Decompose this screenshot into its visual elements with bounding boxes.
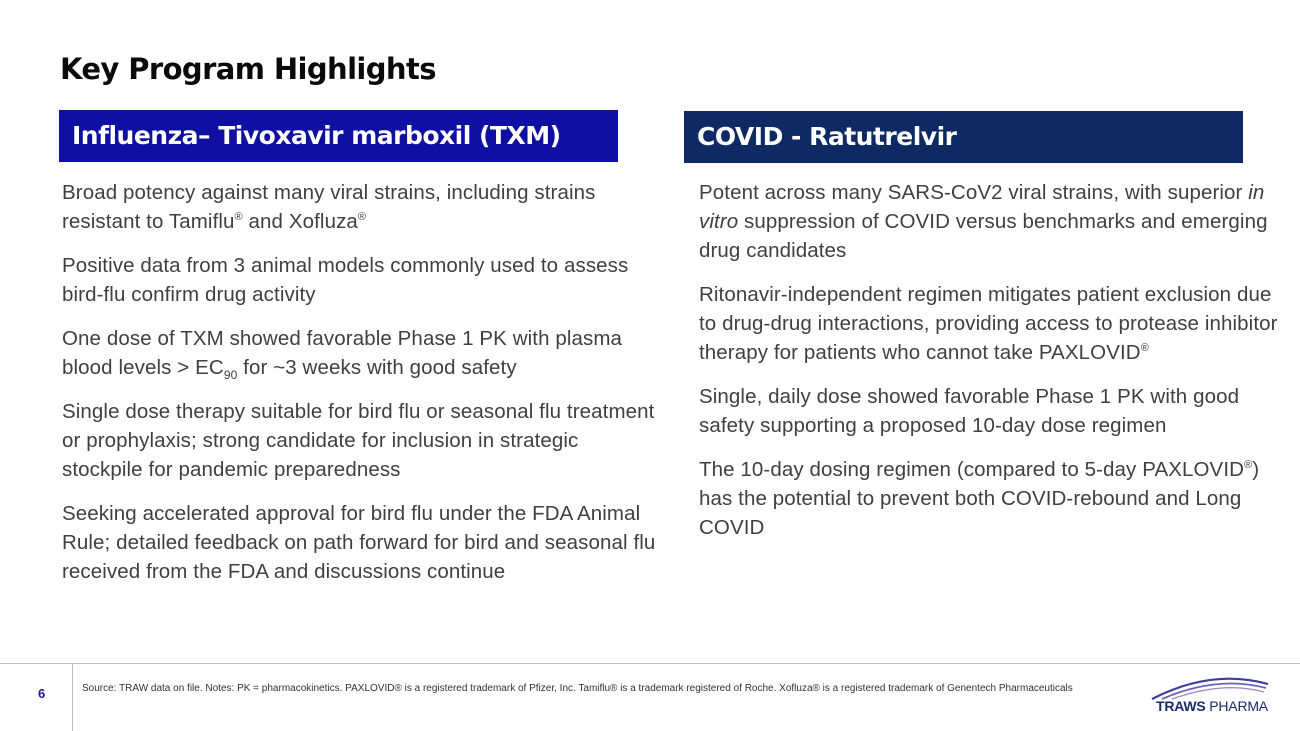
list-item: Potent across many SARS-CoV2 viral strains, with superior in vitro suppression of COVID versus benchmarks and emerging drug candidates <box>699 181 1268 262</box>
list-item: Seeking accelerated approval for bird flu under the FDA Animal Rule; detailed feedback on path forward for bird and seasonal flu received from the FDA and discussions continue <box>62 502 656 583</box>
list-item: Single dose therapy suitable for bird flu or seasonal flu treatment or prophylaxis; strong candidate for inclusion in strategic stockpile for pandemic preparedness <box>62 400 655 481</box>
footer-divider <box>72 663 73 731</box>
influenza-bullet-list <box>62 178 662 601</box>
covid-bullet-list <box>699 178 1279 557</box>
page-number: 6 <box>38 686 46 701</box>
logo-wordmark: TRAWS PHARMA <box>1156 698 1268 714</box>
list-item: Broad potency against many viral strains, including strains resistant to Tamiflu® and Xofluza® <box>62 181 596 233</box>
influenza-column-header: Influenza– Tivoxavir marboxil (TXM) <box>59 110 618 162</box>
list-item: Positive data from 3 animal models commonly used to assess bird-flu confirm drug activity <box>62 254 629 306</box>
covid-column-header: COVID - Ratutrelvir <box>684 111 1243 163</box>
list-item: Ritonavir-independent regimen mitigates patient exclusion due to drug-drug interactions, providing access to protease inhibitor therapy for patients who cannot take PAXLOVID® <box>699 283 1278 364</box>
footer-rule <box>0 663 1300 664</box>
list-item: Single, daily dose showed favorable Phase 1 PK with good safety supporting a proposed 10-day dose regimen <box>699 385 1240 437</box>
list-item: One dose of TXM showed favorable Phase 1 PK with plasma blood levels > $EC_{90}$ for ~3 weeks with good safety <box>62 327 623 383</box>
slide-title: Key Program Highlights <box>60 52 436 86</box>
list-item: The 10-day dosing regimen (compared to 5-day PAXLOVID®) has the potential to prevent both COVID-rebound and Long COVID <box>699 458 1260 539</box>
traws-pharma-logo <box>1150 674 1275 718</box>
source-note: Source: TRAW data on file. Notes: PK = pharmacokinetics. PAXLOVID® is a registered trademark of Pfizer, Inc. Tamiflu® is a trademark registered of Roche. Xofluza® is a registered trademark of Genentech Pharmaceuticals <box>82 683 1073 694</box>
logo-swoosh-icon <box>1150 674 1270 700</box>
